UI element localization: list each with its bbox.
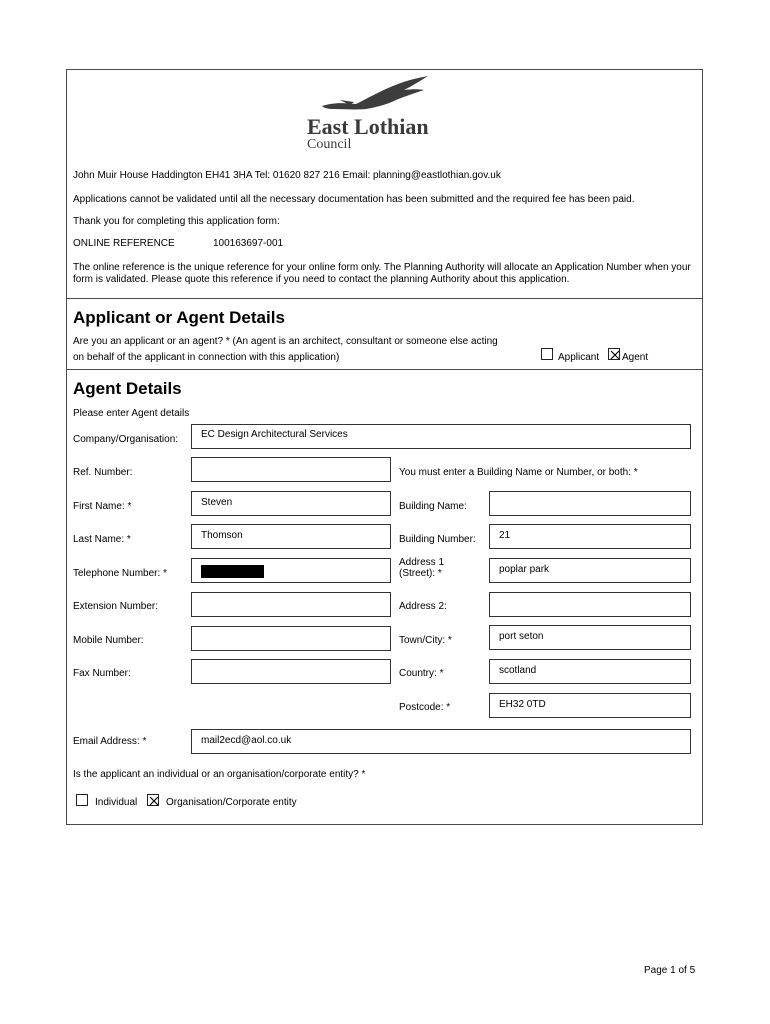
- building-number-input[interactable]: [489, 524, 691, 549]
- logo-text-line2: Council: [307, 137, 352, 152]
- building-note: You must enter a Building Name or Number, or both: *: [399, 467, 638, 478]
- building-number-label: Building Number:: [399, 534, 476, 545]
- address1-label: Address 1: [399, 557, 445, 568]
- organisation-option-label: Organisation/Corporate entity: [166, 797, 297, 808]
- last-name-value: Thomson: [201, 530, 243, 541]
- mobile-input[interactable]: [191, 626, 391, 651]
- thanks-text: Thank you for completing this application form:: [73, 216, 280, 227]
- first-name-label: First Name: *: [73, 501, 132, 512]
- building-number-value: 21: [499, 530, 511, 541]
- last-name-label: Last Name: *: [73, 534, 131, 545]
- logo-text-line1: East Lothian: [307, 114, 429, 139]
- applicant-section-title: Applicant or Agent Details: [73, 308, 285, 327]
- address2-label: Address 2:: [399, 601, 447, 612]
- checkmark-x-icon: [609, 349, 621, 361]
- applicant-checkbox[interactable]: [541, 348, 553, 360]
- building-name-input[interactable]: [489, 491, 691, 516]
- country-value: scotland: [499, 665, 537, 676]
- postcode-label: Postcode: *: [399, 702, 451, 713]
- individual-checkbox[interactable]: [76, 794, 88, 806]
- town-value: port seton: [499, 631, 544, 642]
- fax-input[interactable]: [191, 659, 391, 684]
- town-input[interactable]: [489, 625, 691, 650]
- individual-option-label: Individual: [95, 797, 138, 808]
- ref-number-input[interactable]: [191, 457, 391, 482]
- postcode-value: EH32 0TD: [499, 699, 546, 710]
- applicant-option-label: Applicant: [558, 352, 600, 363]
- agent-intro: Please enter Agent details: [73, 408, 190, 419]
- company-input[interactable]: [191, 424, 691, 449]
- mobile-label: Mobile Number:: [73, 635, 144, 646]
- postcode-input[interactable]: [489, 693, 691, 718]
- town-label: Town/City: *: [399, 635, 452, 646]
- country-input[interactable]: [489, 659, 691, 684]
- company-label: Company/Organisation:: [73, 434, 179, 445]
- address1-label-street: (Street): *: [399, 568, 442, 579]
- fax-label: Fax Number:: [73, 668, 131, 679]
- entity-question: Is the applicant an individual or an organisation/corporate entity? *: [73, 769, 366, 780]
- organisation-checkbox[interactable]: [147, 794, 159, 806]
- building-name-label: Building Name:: [399, 501, 467, 512]
- address1-value: poplar park: [499, 564, 550, 575]
- ref-number-label: Ref. Number:: [73, 467, 133, 478]
- section-divider: [66, 298, 703, 299]
- email-input[interactable]: [191, 729, 691, 754]
- council-logo: [300, 76, 470, 156]
- telephone-label: Telephone Number: *: [73, 568, 167, 579]
- agent-checkbox[interactable]: [608, 348, 620, 360]
- telephone-input[interactable]: [191, 558, 391, 583]
- online-reference-label: ONLINE REFERENCE: [73, 238, 175, 249]
- company-value: EC Design Architectural Services: [201, 429, 348, 440]
- reference-note: The online reference is the unique reference for your online form only. The Planning Authority will allocate an Application Number when your form is validated. Please quote this reference if you need to contact the planning Authority about this application.: [73, 262, 691, 285]
- validation-notice: Applications cannot be validated until all the necessary documentation has been submitted and the required fee has been paid.: [73, 194, 635, 205]
- first-name-input[interactable]: [191, 491, 391, 516]
- page-number: Page 1 of 5: [644, 965, 696, 976]
- eagle-icon: [320, 76, 430, 116]
- extension-input[interactable]: [191, 592, 391, 617]
- online-reference-value: 100163697-001: [213, 238, 284, 249]
- agent-option-label: Agent: [622, 352, 649, 363]
- checkmark-x-icon: [148, 795, 160, 807]
- first-name-value: Steven: [201, 497, 233, 508]
- email-label: Email Address: *: [73, 736, 147, 747]
- last-name-input[interactable]: [191, 524, 391, 549]
- extension-label: Extension Number:: [73, 601, 159, 612]
- agent-section-title: Agent Details: [73, 379, 182, 398]
- applicant-question-line1: Are you an applicant or an agent? * (An agent is an architect, consultant or someone else acting: [73, 336, 498, 347]
- applicant-question-line2: on behalf of the applicant in connection with this application): [73, 352, 340, 363]
- email-value: mail2ecd@aol.co.uk: [201, 735, 292, 746]
- section-divider: [66, 369, 703, 370]
- address2-input[interactable]: [489, 592, 691, 617]
- council-address: John Muir House Haddington EH41 3HA Tel: 01620 827 216 Email: planning@eastlothian.gov.uk: [73, 170, 501, 181]
- redacted-phone: [201, 565, 264, 578]
- country-label: Country: *: [399, 668, 444, 679]
- address1-input[interactable]: [489, 558, 691, 583]
